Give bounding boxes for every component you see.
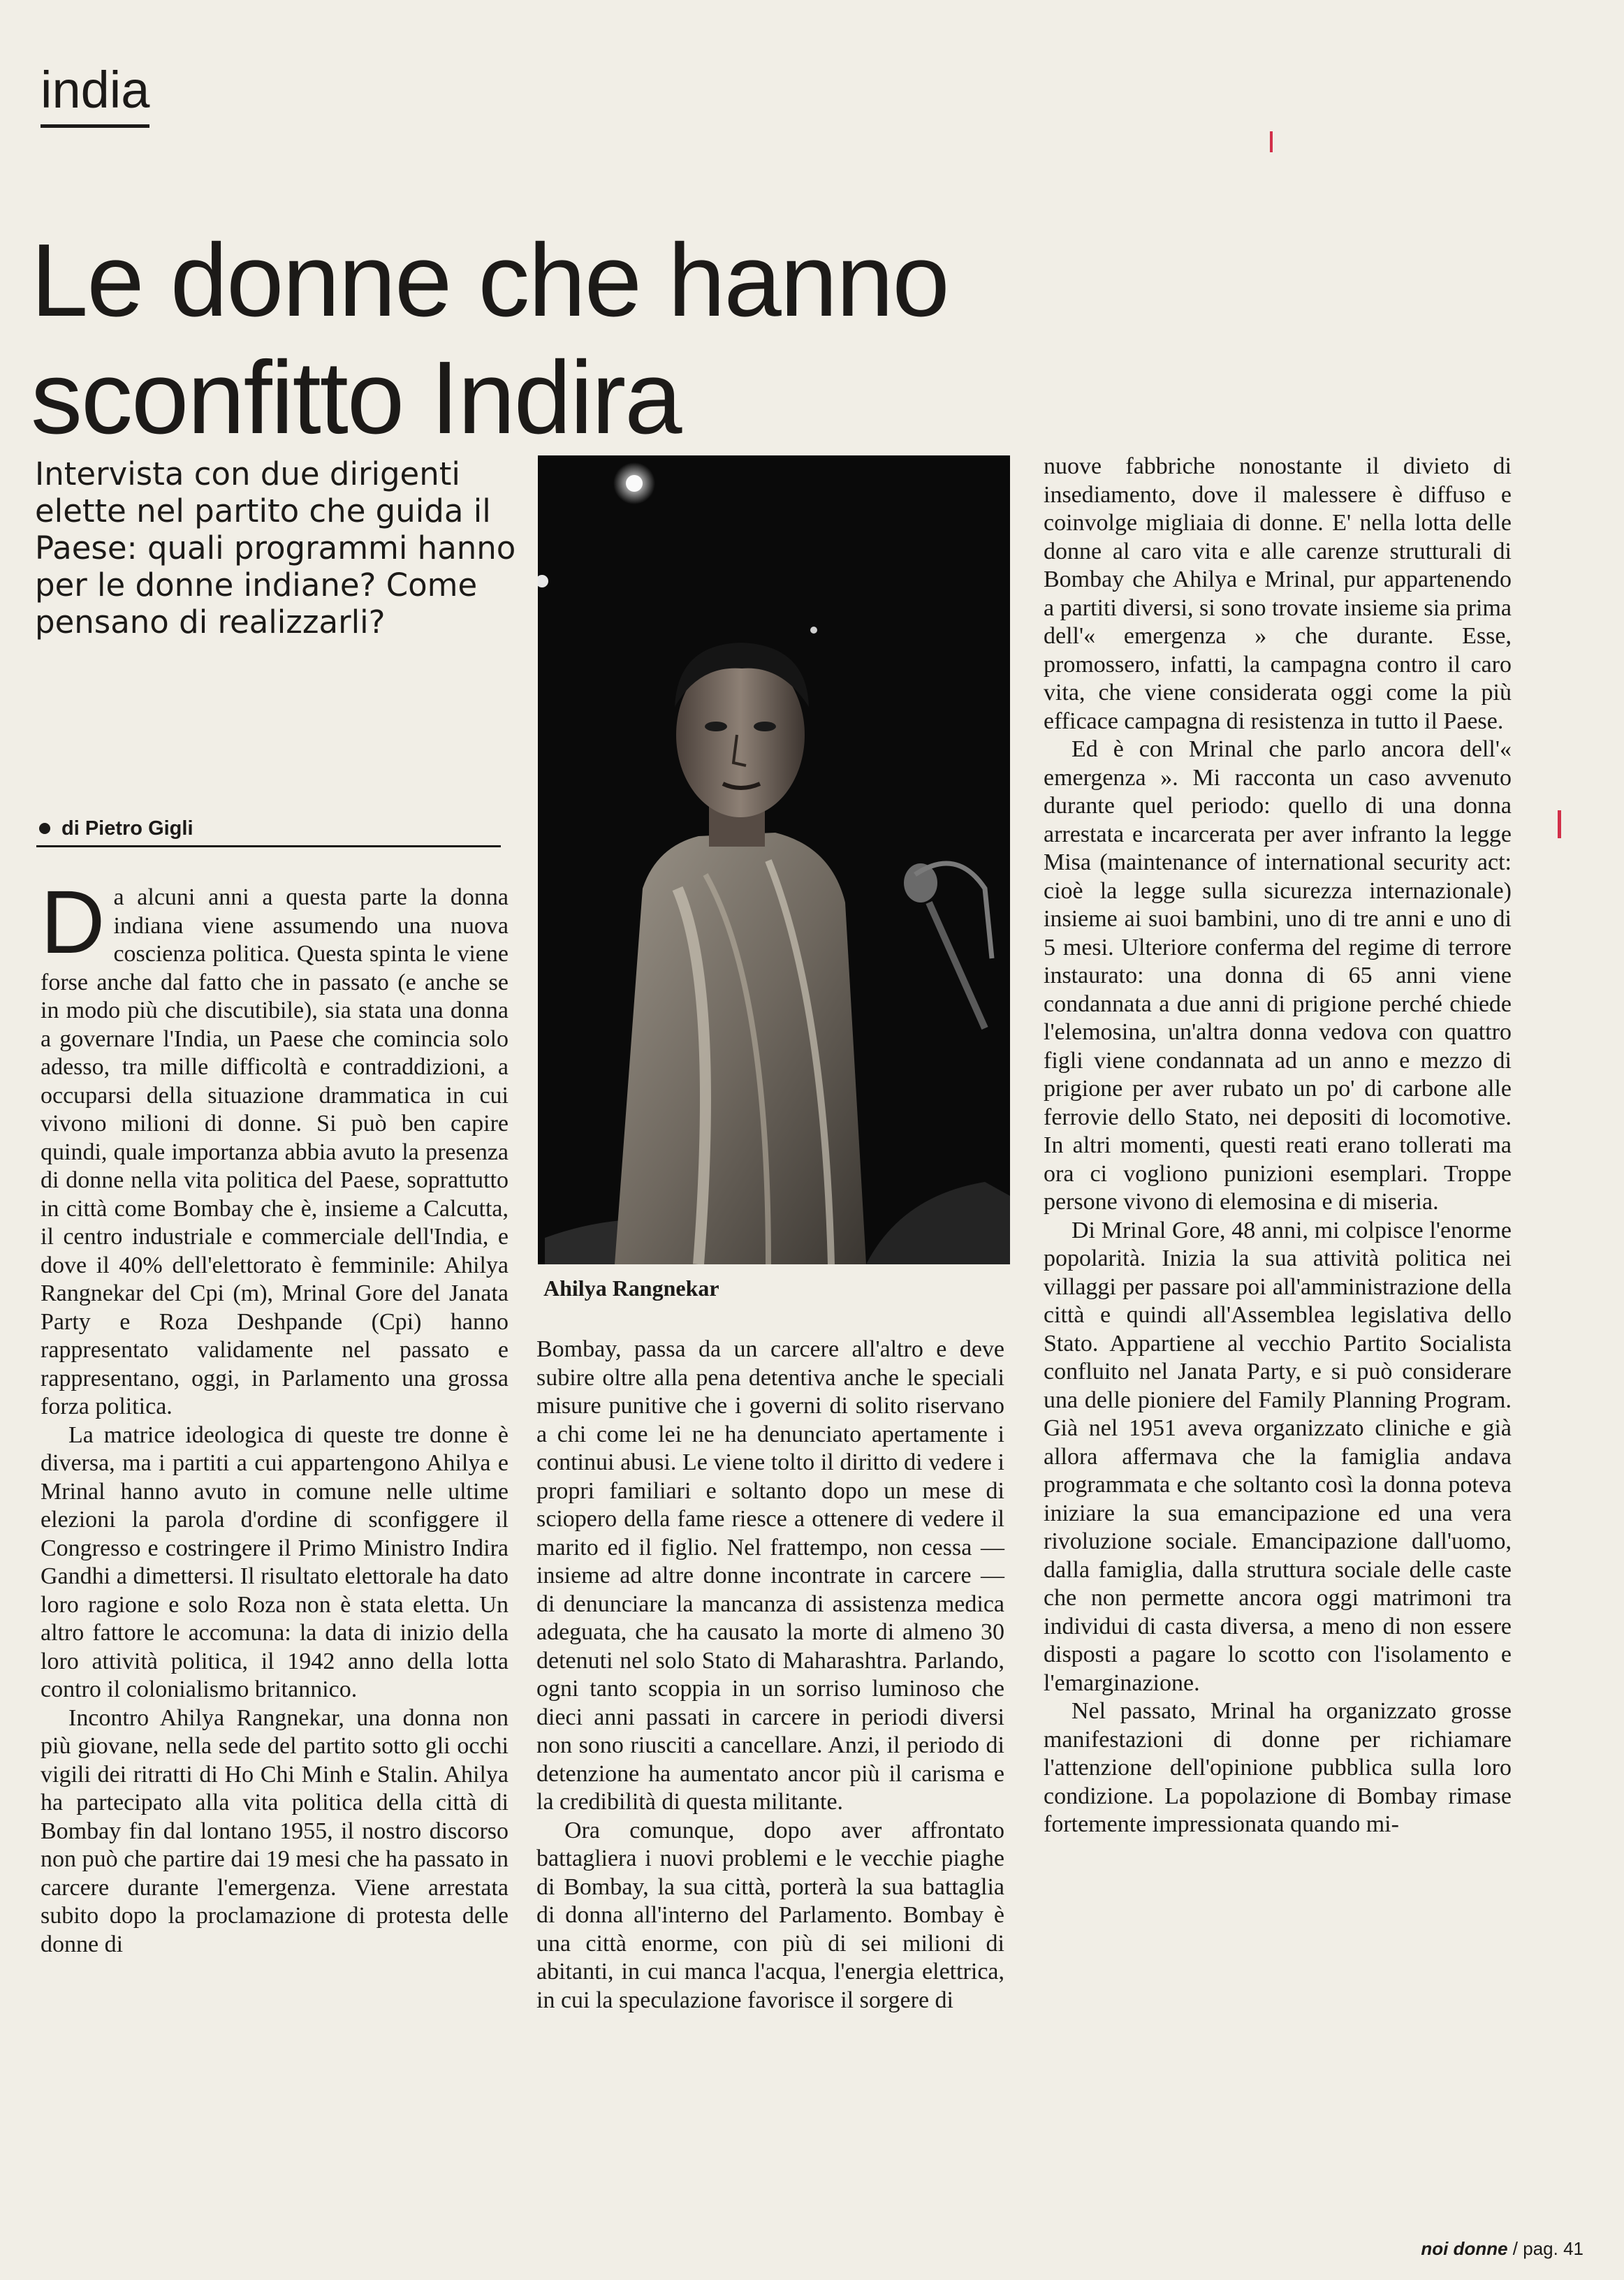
byline-text: di Pietro Gigli <box>61 817 193 840</box>
print-mark <box>1270 131 1273 152</box>
paragraph-text: a alcuni anni a questa parte la donna indiana viene assumendo una nuova coscienza politica. Questa spinta le viene forse anche dal fatto che in passato (e anche se in modo più che discutibile), sia stata una donna a governare l'India, un Paese che comincia solo adesso, tra mille difficoltà e contraddizioni, a occuparsi della situazione drammatica in cui vivono milioni di donne. Si può ben capire quindi, quale importanza abbia avuto la presenza di donne nella vita politica del Paese, soprattutto in città come Bombay che è, insieme a Calcutta, il centro industriale e commerciale dell'India, e dove il 40% dell'elettorato è femminile: Ahilya Rangnekar del Cpi (m), Mrinal Gore del Janata Party e Roza Deshpande (Cpi) hanno rappresentato validamente nel passato e rappresentano, oggi, in Parlamento una grossa forza politica. <box>41 884 509 1419</box>
column-1 <box>41 872 509 1959</box>
page-number: / pag. 41 <box>1512 2238 1583 2259</box>
column-2 <box>536 1336 1004 2015</box>
section-label: india <box>41 64 149 128</box>
column-3 <box>1044 453 1512 1839</box>
paragraph <box>41 872 509 1422</box>
paragraph: Nel passato, Mrinal ha organizzato grosse manifestazioni di donne per richiamare l'attenzione dell'opinione pubblica sulla loro condizione. La popolazione di Bombay rimase fortemente impressionata quando mi- <box>1044 1698 1512 1837</box>
magazine-brand: noi donne <box>1421 2238 1508 2259</box>
photo-image <box>538 455 1010 1264</box>
article-standfirst: Intervista con due dirigenti elette nel partito che guida il Paese: quali programmi hanno per le donne indiane? Come pensano di realizzarli? <box>35 455 516 641</box>
article-title: Le donne che hanno sconfitto Indira <box>31 223 949 455</box>
paragraph: La matrice ideologica di queste tre donne è diversa, ma i partiti a cui appartengono Ahilya e Mrinal hanno avuto in comune nelle ultime elezioni la parola d'ordine di sconfiggere il Congresso e costringere il Primo Ministro Indira Gandhi a dimettersi. Il risultato elettorale ha dato loro ragione e solo Roza non è stata eletta. Un altro fattore le accomuna: la data di inizio della loro attività politica, il 1942 anno della lotta contro il colonialismo britannico. <box>41 1422 509 1702</box>
photo-caption: Ahilya Rangnekar <box>543 1276 719 1301</box>
print-mark <box>1558 810 1561 838</box>
paragraph: Incontro Ahilya Rangnekar, una donna non più giovane, nella sede del partito sotto gli occhi vigili dei ritratti di Ho Chi Minh e Stalin. Ahilya ha partecipato alla vita politica della città di Bombay fin dal lontano 1955, il nostro discorso non può che partire dai 19 mesi che ha passato in carcere durante l'emergenza. Viene arrestata subito dopo la proclamazione di protesta delle donne di <box>41 1704 509 1957</box>
byline <box>36 816 501 847</box>
paragraph: Bombay, passa da un carcere all'altro e deve subire oltre alla pena detentiva anche le speciali misure punitive che i governi di solito riservano a chi come lei ne ha denunciato apertamente i continui abusi. Le viene tolto il diritto di vedere i propri familiari e soltanto dopo un mese di sciopero della fame riesce a ottenere di vedere il marito ed il figlio. Nel frattempo, non cessa — insieme ad altre donne incontrate in carcere — di denunciare la mancanza di assistenza medica adeguata, che ha causato la morte di almeno 30 detenuti nel solo Stato di Maharashtra. Parlando, ogni tanto scoppia in un sorriso luminoso che dieci anni passati in carcere in periodi diversi non sono riusciti a cancellare. Anzi, il periodo di detenzione ha aumentato ancor più il carisma e la credibilità di questa militante. <box>536 1336 1004 1815</box>
paragraph: Ed è con Mrinal che parlo ancora dell'« emergenza ». Mi racconta un caso avvenuto durante quel periodo: quello di una donna arrestata e incarcerata per aver infranto la legge Misa (maintenance of international security act: cioè la legge sulla sicurezza internazionale) insieme ai suoi bambini, uno di tre anni e uno di 5 mesi. Ulteriore conferma del regime di terrore instaurato: una donna di 65 anni viene condannata a due anni di prigione perché chiede l'elemosina, un'altra donna vedova con quattro figli viene condannata ad un anno e mezzo di prigione per aver rubato un po' di carbone alle ferrovie dello Stato, nei depositi di locomotive. In altri momenti, questi reati erano tollerati ma ora ci vogliono punizioni esemplari. Troppe persone vivono di elemosina e di miseria. <box>1044 736 1512 1215</box>
paragraph: Ora comunque, dopo aver affrontato battagliera i nuovi problemi e le vecchie piaghe di Bombay, la sua città, porterà la sua battaglia di donna all'interno del Parlamento. Bombay è una città enorme, con più di sei milioni di abitanti, in cui manca l'acqua, l'energia elettrica, in cui la speculazione favorisce il sorgere di <box>536 1817 1004 2013</box>
portrait-photo <box>538 455 1010 1264</box>
paragraph: Di Mrinal Gore, 48 anni, mi colpisce l'enorme popolarità. Inizia la sua attività politica nei villaggi per passare poi all'amministrazione della città e quindi all'Assemblea legislativa dello Stato. Appartiene al vecchio Partito Socialista confluito nel Janata Party, e si può considerare una delle pioniere del Family Planning Program. Già nel 1951 aveva organizzato cliniche e già allora affermava che la famiglia andava programmata e che soltanto così la donna poteva iniziare la sua emancipazione ed una vera rivoluzione sociale. Emancipazione dall'uomo, dalla famiglia, dalla struttura sociale delle caste che non permette ancora oggi matrimoni tra individui di casta diversa, a meno di non essere disposti a pagare lo scotto con l'isolamento e l'emarginazione. <box>1044 1217 1512 1696</box>
bullet-icon <box>39 823 50 834</box>
paragraph: nuove fabbriche nonostante il divieto di insediamento, dove il malessere è diffuso e coinvolge migliaia di donne. E' nella lotta delle donne al caro vita e alle carenze strutturali di Bombay che Ahilya e Mrinal, pur appartenendo a partiti diversi, si sono trovate insieme sia prima dell'« emergenza » che durante. Esse, promossero, infatti, la campagna contro il caro vita, che viene considerata oggi come la più efficace campagna di resistenza in tutto il Paese. <box>1044 453 1512 734</box>
page-footer <box>1421 2238 1583 2260</box>
drop-cap: D <box>41 872 105 972</box>
